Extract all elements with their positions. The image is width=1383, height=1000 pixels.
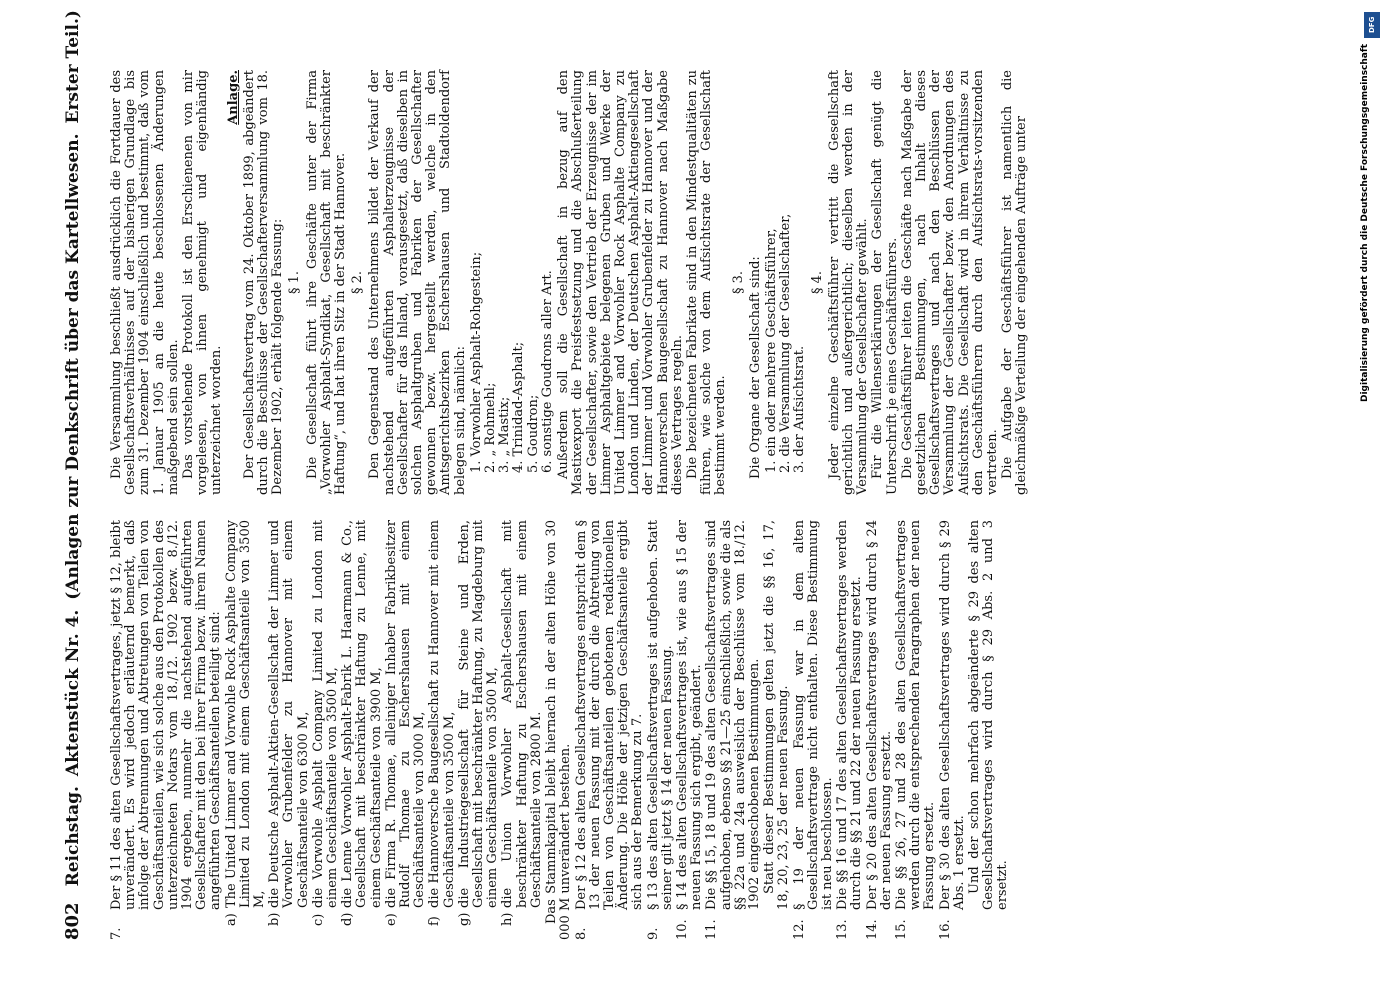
list-item: 3. der Aufsichtsrat. bbox=[792, 345, 808, 473]
section-heading: § 2. bbox=[350, 270, 366, 295]
item-text: die Hannoversche Baugesellschaft zu Hannover mit einem Geschäftsanteile von 3500 M, bbox=[427, 520, 457, 908]
list-item bbox=[501, 520, 544, 926]
item-number: b) bbox=[267, 912, 283, 926]
paragraph: Für die Willenserklärungen der Gesellschaft genügt die Unterschrift je eines Geschäftsführers. bbox=[870, 70, 900, 495]
item-number: a) bbox=[223, 913, 239, 926]
list-item bbox=[866, 520, 894, 940]
item-number: 7. bbox=[109, 927, 124, 940]
list-item bbox=[312, 520, 340, 926]
list-item bbox=[385, 520, 428, 926]
header-middle: Aktenstück Nr. 4. bbox=[63, 609, 83, 777]
item-number: 13. bbox=[835, 919, 851, 940]
digitization-credit: Digitalisierung gefördert durch die Deutsche Forschungsgemeinschaft bbox=[1360, 44, 1370, 403]
list-item: 6. sonstige Goudrons aller Art. bbox=[539, 270, 555, 473]
item-text: § 19 der neuen Fassung war in dem alten Gesellschaftsvertrage nicht enthalten. Diese Bestimmung ist neu beschlossen. bbox=[791, 520, 835, 910]
item-text: die Deutsche Asphalt-Aktien-Gesellschaft der Limmer und Vorwohler Grubenfelder zu Hannover mit einem Geschäftsanteile von 6300 M, bbox=[267, 520, 311, 908]
item-text: Der § 12 des alten Gesellschaftsvertrages entspricht dem § 13 der neuen Fassung mit der durch die Abtretung von Teilen von Geschäftsanteilen gebotenen redaktionellen Änderung. Die Höhe der jetzigen Geschäftsanteile ergibt sich aus der Bemerkung zu 7. bbox=[573, 520, 646, 910]
list-item bbox=[895, 520, 938, 940]
item-number: 8. bbox=[573, 927, 589, 940]
list-item: 1. ein oder mehrere Geschäftsführer, bbox=[763, 228, 779, 473]
list-item: 4. Trinidad-Asphalt; bbox=[511, 341, 527, 473]
item-number: 15. bbox=[893, 919, 909, 940]
list-item bbox=[705, 520, 762, 940]
item-text: § 14 des alten Gesellschaftsvertrages ist, wie aus § 15 der neuen Fassung sich ergibt, geändert. bbox=[674, 520, 705, 910]
list-item: 3. „ Mastix; bbox=[497, 396, 513, 473]
item-number: 12. bbox=[791, 919, 807, 940]
paragraph: Die Gesellschaft führt ihre Geschäfte unter der Firma „Vorwohler Asphalt-Syndikat, Gesellschaft mit beschränkter Haftung“, und hat ihren Sitz in der Stadt Hannover. bbox=[304, 70, 349, 495]
list-item: 2. „ Rohmehl; bbox=[483, 382, 499, 473]
organs-list bbox=[765, 70, 808, 473]
paragraph: Das vorstehende Protokoll ist den Erschienenen von mir vorgelesen, von ihnen genehmigt und eigenhändig unterzeichnet worden. bbox=[181, 70, 225, 495]
item-number: h) bbox=[500, 912, 516, 926]
item-text: die Lenne Vorwohler Asphalt-Fabrik L. Haarmann & Co., Gesellschaft mit beschränkter Haftung zu Lenne, mit einem Geschäftsanteile von 3900 M, bbox=[340, 520, 384, 908]
list-item bbox=[836, 520, 864, 940]
paragraph: Das Stammkapital bleibt hiernach in der alten Höhe von 30 000 M unverändert bestehen. bbox=[544, 520, 574, 940]
list-item: 2. die Versammlung der Gesellschafter, bbox=[778, 213, 794, 473]
paragraph: Jeder einzelne Geschäftsführer vertritt die Gesellschaft gerichtlich und außergerichtlich; dieselben werden in der Versammlung der Gesellschafter gewählt. bbox=[826, 70, 871, 495]
item-text: The United Limmer and Vorwohle Rock Asphalte Company Limited zu London mit einem Geschäftsanteile von 3500 M, bbox=[223, 520, 268, 908]
list-item bbox=[428, 520, 456, 926]
item-text: Der § 20 des alten Gesellschaftsvertrages wird durch § 24 der neuen Fassung ersetzt. bbox=[864, 520, 894, 910]
header-right: (Anlagen zur Denkschrift über das Kartellwesen. bbox=[63, 133, 83, 600]
item-text: die Industriegesellschaft für Steine und Erden, Gesellschaft mit beschränkter Haftung, zu Magdeburg mit einem Geschäftsanteile von 3500 M, bbox=[456, 520, 501, 908]
paragraph: Und der schon mehrfach abgeänderte § 29 des alten Gesellschaftsvertrages wird durch § 29 Abs. 2 und 3 ersetzt. bbox=[966, 520, 1011, 910]
paragraph: Der Gesellschaftsvertrag vom 24. Oktober 1899, abgeändert durch die Beschlüsse der Gesellschafterversammlung vom 18. Dezember 1902, erhält folgende Fassung: bbox=[241, 70, 286, 495]
paragraph: Die Organe der Gesellschaft sind: bbox=[747, 256, 763, 479]
section-heading: § 3. bbox=[730, 270, 746, 295]
left-column bbox=[110, 520, 1012, 940]
item-number: 14. bbox=[864, 919, 880, 940]
item-text: Die §§ 26, 27 und 28 des alten Gesellschaftsvertrages werden durch die entsprechenden Paragraphen der neuen Fassung ersetzt. bbox=[893, 520, 938, 910]
list-item bbox=[268, 520, 311, 926]
list-item bbox=[341, 520, 384, 926]
item-text: § 13 des alten Gesellschaftsvertrages ist aufgehoben. Statt seiner gilt jetzt § 14 der neuen Fassung. bbox=[645, 520, 675, 910]
product-list bbox=[470, 70, 555, 473]
page-header bbox=[62, 10, 83, 940]
item-text: Die §§ 15, 18 und 19 des alten Gesellschaftsvertrages sind aufgehoben, ebenso §§ 21—25 einschließlich, sowie die als §§ 22a und 24a ausweislich der Beschlüsse vom 18./12. 1902 eingeschobenen Bestimmungen. bbox=[704, 520, 762, 910]
list-item: 1. Vorwohler Asphalt-Rohgestein; bbox=[468, 251, 484, 473]
item-text: Der § 30 des alten Gesellschaftsvertrages wird durch § 29 Abs. 1 ersetzt. bbox=[937, 520, 967, 910]
page-number: 802 bbox=[62, 902, 83, 940]
item-text: die Vorwohle Asphalt Company Limited zu London mit einem Geschäftsanteile von 3500 M, bbox=[310, 520, 341, 908]
paragraph: Die Versammlung beschließt ausdrücklich die Fortdauer des Gesellschaftsverhältnisses auf der bisherigen Grundlage bis zum 31. Dezember 1904 einschließlich und bestimmt, daß vom 1. Januar 1905 an die heute beschlossenen Änderungen maßgebend sein sollen. bbox=[109, 70, 181, 495]
paragraph: Den Gegenstand des Unternehmens bildet der Verkauf der nachstehend aufgeführten Asphalterzeugnisse der Gesellschafter für das Inland, vorausgesetzt, daß dieselben in solchen Asphaltgruben und Fabriken der Gesellschafter gewonnen bezw. hergestellt werden, welche in den Amtsgerichtsbezirken Eschershausen und Stadtoldendorf belegen sind, nämlich: bbox=[367, 70, 468, 495]
item-number: 16. bbox=[937, 919, 953, 940]
right-column bbox=[110, 70, 1031, 495]
list-item bbox=[793, 520, 836, 940]
section-heading: § 1. bbox=[287, 270, 303, 295]
dfg-logo: DFG bbox=[1364, 12, 1380, 38]
list-item: 5. Goudron; bbox=[525, 394, 541, 473]
paragraph: Die Aufgabe der Geschäftsführer ist namentlich die gleichmäßige Verteilung der eingehenden Aufträge unter bbox=[1000, 70, 1030, 495]
list-item bbox=[647, 520, 675, 940]
list-item bbox=[676, 520, 704, 940]
header-left: Reichstag. bbox=[63, 786, 83, 887]
item-text: die Firma R. Thomae, alleiniger Inhaber Fabrikbesitzer Rudolf Thomae zu Eschershausen mit einem Geschäftsanteile von 3000 M, bbox=[383, 520, 428, 908]
item-number: 11. bbox=[704, 919, 720, 940]
paragraph: Die bezeichneten Fabrikate sind in den Mindestqualitäten zu führen, wie solche von dem Aufsichtsrate der Gesellschaft bestimmt werden. bbox=[684, 70, 729, 495]
list-item bbox=[575, 520, 646, 940]
list-item bbox=[939, 520, 967, 940]
item-text: die Union Vorwohler Asphalt-Gesellschaft mit beschränkter Haftung zu Eschershausen mit einem Geschäftsanteile von 2800 M. bbox=[500, 520, 544, 908]
item-number: d) bbox=[340, 912, 356, 926]
item-number: g) bbox=[456, 912, 472, 926]
section-heading: § 4. bbox=[809, 270, 825, 295]
list-item bbox=[110, 520, 224, 940]
header-part: Erster Teil.) bbox=[63, 10, 83, 124]
section-heading: Anlage. bbox=[225, 70, 241, 125]
item-number: e) bbox=[383, 913, 399, 926]
list-item bbox=[225, 520, 268, 926]
item-number: 10. bbox=[674, 919, 690, 940]
item-number: c) bbox=[310, 913, 326, 926]
paragraph: Die Geschäftsführer leiten die Geschäfte nach Maßgabe der gesetzlichen Bestimmungen, nach Inhalt dieses Gesellschaftsvertrages und nach den Beschlüssen der Versammlung der Gesellschafter bezw. den Anordnungen des Aufsichtsrats. Die Gesellschaft wird in ihrem Verhältnisse zu den Geschäftsführern durch den Aufsichtsrats-vorsitzenden vertreten. bbox=[899, 70, 1000, 495]
item-text: Die §§ 16 und 17 des alten Gesellschaftsvertrages werden durch die §§ 21 und 22 der neuen Fassung ersetzt. bbox=[835, 520, 865, 910]
paragraph: Außerdem soll die Gesellschaft in bezug auf den Mastixexport die Preisfestsetzung und die Abschlußerteilung der Gesellschafter, sowie den Vertrieb der Erzeugnisse der im Limmer Asphaltgebiete belegenen Gruben und Werke der United Limmer and Vorwohler Rock Asphalte Company zu London und Linden, der Deutschen Asphalt-Aktiengesellschaft der Limmer und Vorwohler Grubenfelder zu Hannover und der Hannoverschen Baugesellschaft zu Hannover nach Maßgabe dieses Vertrages regeln. bbox=[556, 70, 685, 495]
item-number: 9. bbox=[645, 927, 661, 940]
item-text: Der § 11 des alten Gesellschaftsvertrages, jetzt § 12, bleibt unverändert. Es wird jedoch erläuternd bemerkt, daß infolge der Abtrennungen und Abtretungen von Teilen von Geschäftsanteilen, wie sich solche aus den Protokollen des unterzeichneten Notars vom 18./12. 1902 bezw. 8./12. 1904 ergeben, nunmehr die nachstehend aufgeführten Gesellschafter mit den bei ihrer Firma bezw. ihrem Namen angeführten Geschäftsanteilen beteiligt sind: bbox=[109, 520, 224, 910]
paragraph: Statt dieser Bestimmungen gelten jetzt die §§ 16, 17, 18, 20, 23, 25 der neuen Fassung. bbox=[762, 520, 792, 910]
list-item bbox=[458, 520, 501, 926]
item-number: f) bbox=[427, 916, 443, 926]
